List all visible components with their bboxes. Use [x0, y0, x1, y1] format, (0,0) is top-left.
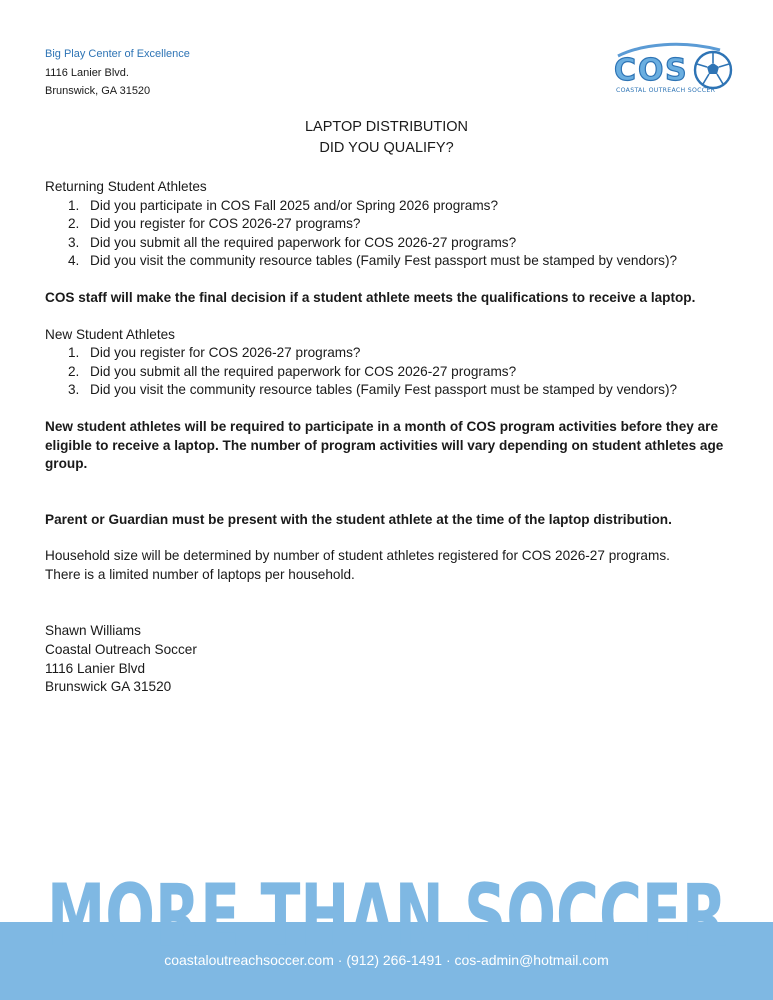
list-text: Did you visit the community resource tables (Family Fest passport must be stamped by vendors)?: [90, 382, 678, 398]
signature-street: 1116 Lanier Blvd: [45, 660, 146, 676]
returning-list: [45, 197, 735, 271]
signature-name: Shawn Williams: [45, 623, 141, 638]
list-item: [68, 344, 735, 363]
soccer-ball-icon: [695, 52, 731, 88]
list-item: [68, 252, 735, 271]
list-number: 2.: [68, 216, 80, 232]
document-title: [0, 117, 773, 159]
list-text: Did you submit all the required paperwork for COS 2026-27 programs?: [90, 234, 517, 250]
household-line-2: There is a limited number of laptops per household.: [45, 566, 355, 582]
new-athletes-list: [45, 344, 735, 400]
list-text: Did you submit all the required paperwork for COS 2026-27 programs?: [90, 363, 517, 379]
list-number: 3.: [68, 382, 80, 398]
list-number: 3.: [68, 234, 80, 250]
footer-contact: coastaloutreachsoccer.com · (912) 266-1491 · cos-admin@hotmail.com: [164, 952, 609, 968]
new-athletes-heading: New Student Athletes: [45, 326, 175, 342]
svg-text:COASTAL OUTREACH SOCCER: COASTAL OUTREACH SOCCER: [616, 87, 716, 94]
list-item: [68, 381, 735, 400]
org-name: Big Play Center of Excellence: [45, 48, 190, 60]
guardian-note: Parent or Guardian must be present with the student athlete at the time of the laptop distribution.: [45, 511, 672, 527]
list-text: Did you visit the community resource tables (Family Fest passport must be stamped by vendors)?: [90, 253, 678, 269]
returning-heading: Returning Student Athletes: [45, 179, 207, 194]
title-line-1: LAPTOP DISTRIBUTION: [304, 119, 469, 135]
header-city: Brunswick, GA 31520: [45, 85, 151, 97]
list-number: 1.: [68, 197, 80, 213]
household-line-1: Household size will be determined by number of student athletes registered for COS 2026-27 programs.: [45, 548, 670, 564]
new-athletes-note: New student athletes will be required to participate in a month of COS program activities before they are eligible to receive a laptop. The number of program activities will vary depending on student athletes age group.: [45, 418, 724, 472]
staff-note: COS staff will make the final decision if a student athlete meets the qualifications to receive a laptop.: [45, 289, 696, 305]
list-text: Did you register for COS 2026-27 programs?: [90, 345, 361, 361]
list-text: Did you participate in COS Fall 2025 and/or Spring 2026 programs?: [90, 197, 499, 213]
signature-block: [45, 622, 197, 697]
list-number: 4.: [68, 253, 80, 269]
list-item: [68, 197, 735, 216]
list-number: 1.: [68, 345, 80, 361]
footer-banner: [47, 860, 737, 950]
signature-city: Brunswick GA 31520: [45, 679, 172, 695]
svg-text:O: O: [638, 53, 664, 88]
document-body: [45, 178, 735, 585]
list-item: [68, 363, 735, 382]
signature-org: Coastal Outreach Soccer: [45, 641, 197, 657]
list-item: [68, 234, 735, 253]
title-line-2: DID YOU QUALIFY?: [319, 140, 454, 156]
list-number: 2.: [68, 363, 80, 379]
list-item: [68, 215, 735, 234]
header-address: [45, 45, 190, 101]
header-street: 1116 Lanier Blvd.: [45, 66, 129, 79]
svg-text:C: C: [614, 53, 637, 88]
cos-logo: [612, 42, 736, 98]
banner-text: MORE THAN SOCCER: [47, 866, 727, 950]
svg-text:S: S: [665, 53, 687, 88]
list-text: Did you register for COS 2026-27 programs?: [90, 216, 361, 232]
